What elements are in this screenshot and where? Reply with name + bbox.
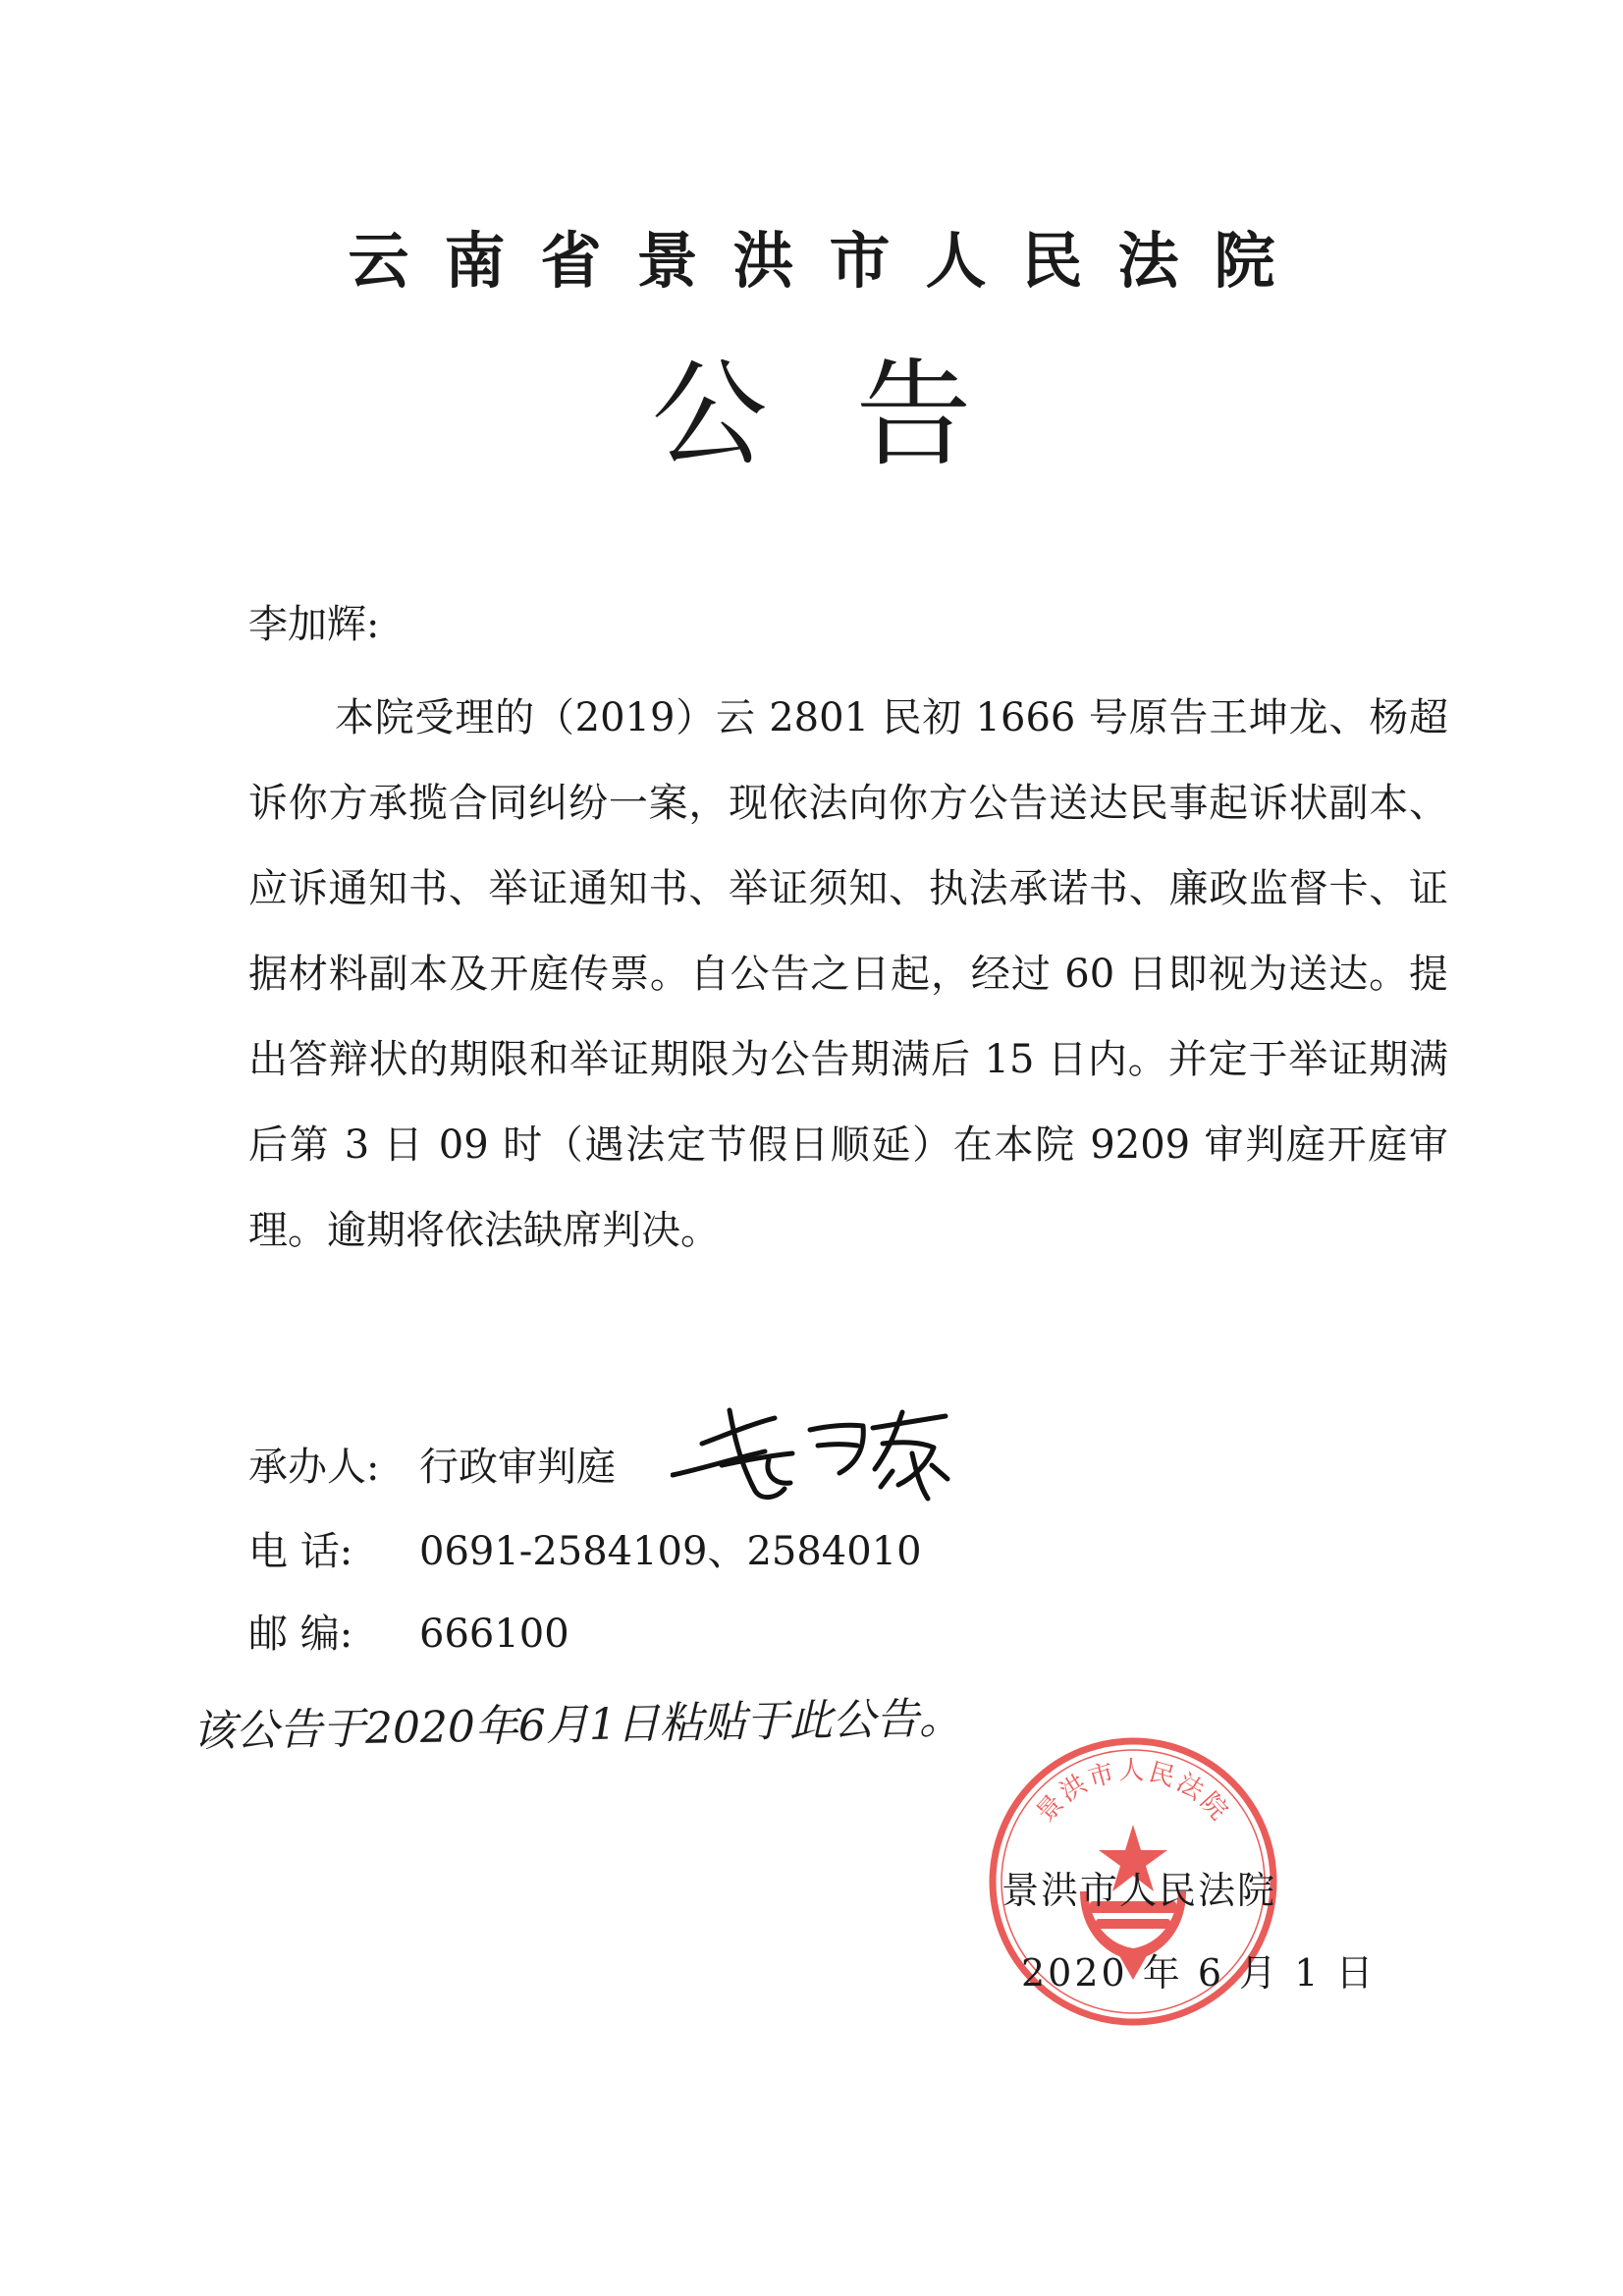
notice-title: 公告 [651, 347, 1060, 482]
notice-body: 本院受理的（2019）云 2801 民初 1666 号原告王坤龙、杨超诉你方承揽合同纠纷一案，现依法向你方公告送达民事起诉状副本、应诉通知书、举证通知书、举证须知、执法承诺书、廉政监督卡、证据材料副本及开庭传票。自公告之日起，经过 60 日即视为送达。提出答辩状的期限和举证期限为公告期满后 15 日内。并定于举证期满后第 3 日 09 时（遇法定节假日顺延）在本院 9209 审判庭开庭审理。逾期将依法缺席判决。 [248, 695, 1448, 1253]
postcode-value: 666100 [419, 1612, 569, 1657]
postcode-label: 邮 编: [248, 1612, 353, 1657]
postcode-row [248, 1607, 569, 1662]
phone-value: 0691-2584109、2584010 [419, 1529, 922, 1574]
court-name-heading: 云南省景洪市人民法院 [348, 225, 1311, 297]
phone-label: 电 话: [248, 1529, 353, 1574]
handwritten-posting-note: 该公告于2020年6月1日粘贴于此公告。 [191, 1693, 963, 1757]
seal-ring-text [1031, 1757, 1235, 1829]
handler-value: 行政审判庭 [419, 1445, 616, 1490]
footer-court-name: 景洪市人民法院 [1001, 1869, 1277, 1912]
seal-ring-text-path: 景洪市人民法院 [1030, 1756, 1236, 1829]
handwritten-signature [671, 1402, 955, 1510]
phone-row [248, 1524, 922, 1579]
addressee: 李加辉: [248, 602, 380, 647]
handler-row [248, 1440, 616, 1495]
handler-label: 承办人: [248, 1445, 380, 1490]
footer-date: 2020 年 6 月 1 日 [1021, 1951, 1377, 1995]
